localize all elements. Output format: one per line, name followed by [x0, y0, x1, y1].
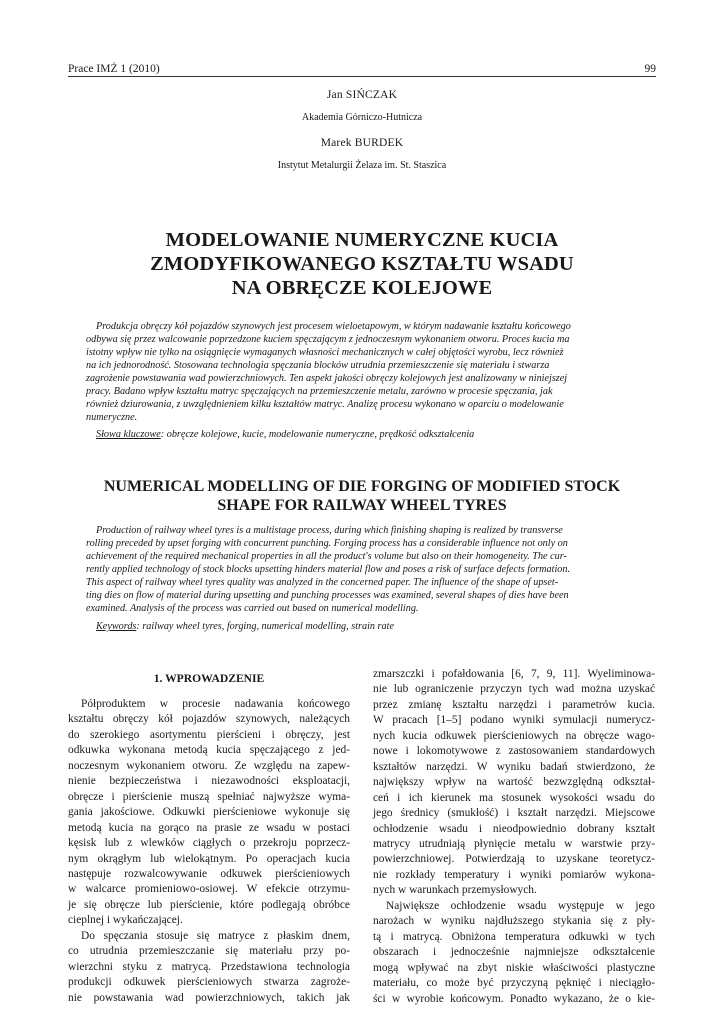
abstract-line: examined. Analysis of the process was carried out based on numerical modelling. [86, 603, 419, 615]
text-line: odkuwka wykonana metodą kucia spęczającego z jed- [68, 744, 350, 757]
author-1: Jan SIŃCZAK [326, 89, 398, 101]
text-line: nych w warunkach przemysłowych. [373, 884, 537, 897]
paragraph [68, 929, 350, 1006]
text-line: mogą wpływać na zbyt niskie właściwości plastyczne [373, 961, 655, 974]
author-2: Marek BURDEK [320, 137, 404, 149]
text-line: Do spęczania stosuje się matryce z płaskim dnem, [81, 929, 350, 942]
abstract-line: istotny wpływ nie tylko na osiągnięcie wymaganych własności mechanicznych w całej objętości wyrobu, lecz również [86, 347, 564, 359]
text-line: wierzchni styku z matrycą. Przedstawiona technologia [68, 960, 350, 973]
body-column-right [373, 667, 655, 1007]
text-line: w walcarce promieniowo-osiowej. W efekcie otrzymu- [68, 883, 350, 896]
text-line: materiału, co może być przyczyną pęknięć i nieciągło- [373, 977, 655, 990]
text-line: kształtu obręczy kół pojazdów szynowych, należących [68, 713, 350, 726]
text-line: do szerokiego asortymentu pierścieni i obręczy, jest [68, 728, 350, 741]
text-line: zmarszczki i pofałdowania [6, 7, 9, 11]. Wyeliminowa- [373, 668, 655, 680]
text-line: największy wpływ na wartość bezwzględną odkształ- [373, 776, 655, 789]
title-polish-line: NA OBRĘCZE KOLEJOWE [231, 277, 493, 299]
text-line: kęsisk lub z wlewków ciągłych o przekroju poprzecz- [68, 837, 350, 850]
text-line: nie powstawania wad powierzchniowych, takich jak [68, 991, 350, 1004]
text-line: metodą kucia na gorąco na prasie ze wsadu w postaci [68, 821, 350, 834]
text-line: cieplnej i wykańczającej. [68, 914, 183, 927]
text-line: ceń i ich kierunek ma stosunek wysokości wsadu do [373, 791, 655, 804]
journal-name: Prace IMŻ 1 (2010) [68, 63, 160, 75]
abstract-line: This aspect of railway wheel tyres quality was analyzed in the concerned paper. The influence of the shape of upset- [86, 577, 559, 589]
abstract-line: achievement of the required mechanical properties in all the product's volume but also on their homogeneity. The cur- [86, 551, 567, 563]
title-english-line: SHAPE FOR RAILWAY WHEEL TYRES [217, 497, 507, 514]
abstract-line: ting dies on flow of material during upsetting and punching processes was examined, several shapes of dies have been [86, 590, 569, 602]
keywords-label: Słowa kluczowe [96, 429, 161, 440]
text-line: nienie bezpieczeństwa i niezawodności eksploatacji, [68, 775, 350, 788]
keywords-english [96, 621, 394, 632]
abstract-line: rolling preceded by upset forging with concurrent punching. Forging process has a considerable influence not only on [86, 538, 568, 550]
text-line: je się obręcze lub pierścienie, które podlegają obróbce [68, 898, 350, 911]
text-line: nych kucia odkuwek pierścieniowych na obręcze wago- [373, 729, 655, 742]
text-line: obszarach i jednocześnie najmniejsze odkształcenie [373, 946, 655, 959]
abstract-english [86, 524, 641, 615]
abstract-line: zagrożenie powstawania wad powierzchniowych. Ten aspekt jakości obręczy kolejowych jest analizowany w niniejszej [86, 373, 568, 385]
text-line: powierzchniowej. Potwierdzają to uzyskane teoretycz- [373, 853, 655, 866]
text-line: nie lub ograniczenie przyczyn tych wad można uzyskać [373, 683, 655, 696]
abstract-line: numeryczne. [86, 412, 138, 424]
abstract-polish [86, 320, 641, 424]
section-heading: 1. WPROWADZENIE [153, 672, 265, 685]
text-line: jego średnicy (smukłość) i kształt narzędzi. Miejscowe [373, 807, 655, 820]
abstract-line: rently applied technology of stock blocks upsetting hinders material flow and poses a risk of surface defects formation. [86, 564, 571, 576]
title-english [68, 477, 656, 515]
text-line: Największe ochłodzenie wsadu występuje w jego [386, 899, 655, 912]
text-line: tą i matrycą. Obniżona temperatura odkuwki w tych [373, 930, 655, 943]
title-polish-line: ZMODYFIKOWANEGO KSZTAŁTU WSADU [150, 253, 574, 275]
text-line: przez zmianę kształtu narzędzi i parametrów kucia. [373, 698, 655, 711]
keywords-text: : obręcze kolejowe, kucie, modelowanie numeryczne, prędkość odkształcenia [160, 429, 475, 440]
keywords-label: Keywords [96, 621, 137, 632]
text-line: co utrudnia przemieszczanie się materiału przy po- [68, 945, 350, 958]
text-line: gania jakościowe. Odkuwki pierścieniowe wykonuje się [68, 806, 350, 819]
keywords-polish [96, 429, 474, 440]
text-line: ści w wyrobie końcowym. Ponadto wykazano, że o kie- [373, 992, 655, 1005]
text-line: W pracach [1–5] podano wyniki symulacji numerycz- [373, 714, 655, 727]
paragraph [373, 667, 655, 899]
paragraph [68, 697, 350, 929]
abstract-line: odbywa się przez walcowanie poprzedzone kuciem spęczającym z jednoczesnym wykonaniem otworu. Proces kucia ma [86, 334, 570, 346]
affiliation-1: Akademia Górniczo-Hutnicza [301, 112, 423, 123]
abstract-line: Produkcja obręczy kół pojazdów szynowych jest procesem wieloetapowym, w którym nadawanie kształtu końcowego [96, 321, 571, 332]
text-line: narożach w wyniku najdłuższego stykania się z pły- [373, 915, 655, 928]
text-line: ochłodzenie wsadu i nieodpowiednio dobrany kształt [373, 822, 655, 835]
title-polish [68, 228, 656, 300]
page-number: 99 [644, 63, 656, 75]
title-english-line: NUMERICAL MODELLING OF DIE FORGING OF MODIFIED STOCK [103, 478, 621, 495]
text-line: nowe i lokomotywowe z zastosowaniem standardowych [373, 745, 655, 758]
keywords-text: : railway wheel tyres, forging, numerical modelling, strain rate [136, 621, 394, 632]
body-column-left [68, 697, 350, 1006]
text-line: matrycy utrudniają płynięcie metalu w warstwie przy- [373, 837, 655, 850]
paragraph [373, 899, 655, 1007]
running-header [68, 63, 656, 77]
text-line: kształtów narzędzi. W wyniku badań stwierdzono, że [373, 760, 655, 773]
text-line: obręcze i pierścienie muszą spełniać najwyższe wyma- [68, 790, 350, 803]
text-line: następuje rozwalcowywanie odkuwek pierścieniowych [68, 867, 350, 880]
text-line: noczesnym wykonaniem otworu. Ze względu na zapew- [68, 759, 350, 772]
text-line: nym okrągłym lub wielokątnym. Po operacjach kucia [68, 852, 350, 865]
text-line: Półproduktem w procesie nadawania końcowego [81, 698, 350, 710]
abstract-line: na ich jednorodność. Stosowana technologia spęczania blocków utrudnia przemieszczenie się materiału i stwarza [86, 360, 550, 372]
title-polish-line: MODELOWANIE NUMERYCZNE KUCIA [165, 229, 559, 251]
abstract-line: pracy. Badano wpływ kształtu matryc spęczających na przemieszczenie metalu, zarówno w procesie spęczania, jak [86, 386, 553, 398]
abstract-line: również dziurowania, z uwzględnieniem kilku kształtów matryc. Analizę procesu wykonano w oparciu o modelowanie [86, 399, 564, 411]
text-line: nie rozkłady temperatury i wyniki pomiarów wykona- [373, 868, 655, 881]
abstract-line: Production of railway wheel tyres is a multistage process, during which finishing shaping is realized by transverse [96, 525, 563, 536]
text-line: produkcji odkuwek pierścieniowych stwarza zagroże- [68, 976, 350, 989]
affiliation-2: Instytut Metalurgii Żelaza im. St. Staszica [277, 160, 447, 171]
